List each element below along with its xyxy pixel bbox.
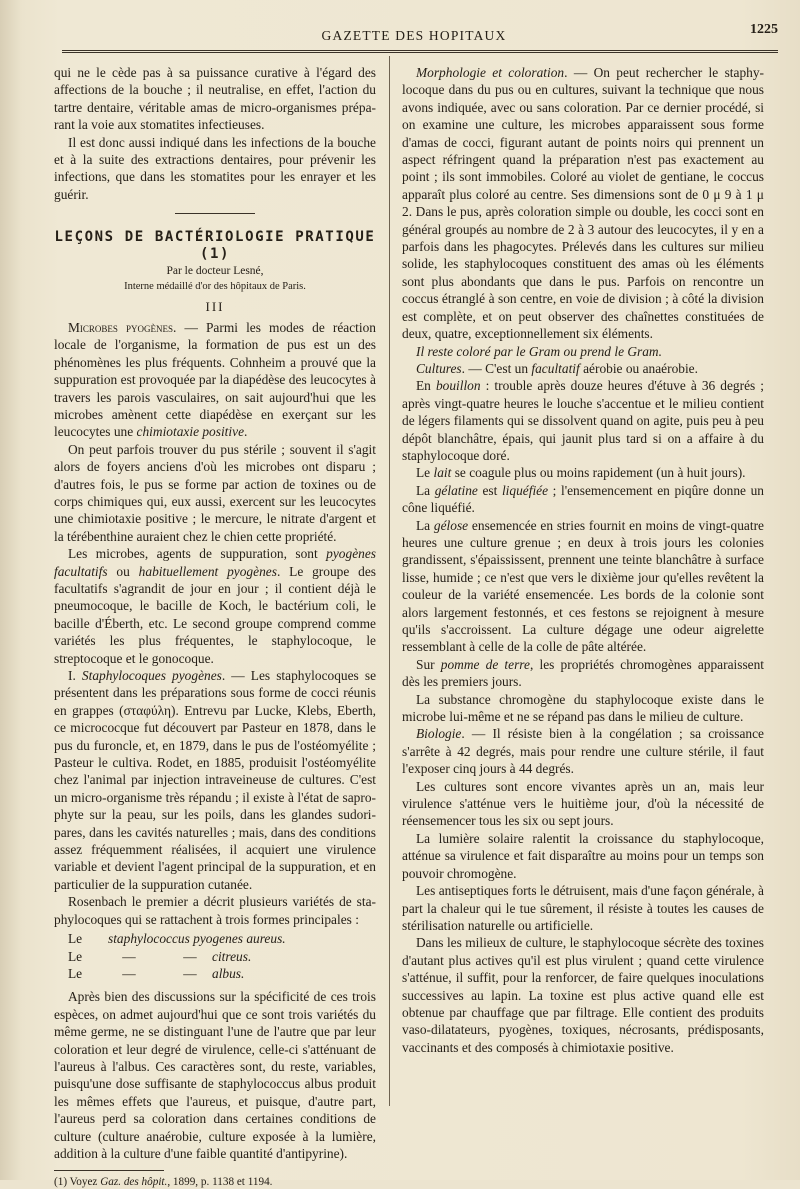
paragraph-gelose: La gélose ensemencée en stries fournit en moins de vingt-quatre heures une culture grenue ; en deux à trois jours les colonies grandissent, s'épaississent, prennent une teinte blanchâtre à surface lisse, humide ; ce n'est que vers le dixième jour qu'elles revêtent la couleur de la variété ensemencée. Les bords de la colonie sont alors largement festonnés, et ces festons se rejoignent à mesure qu'ils s'accroissent. La culture dégage une odeur aigrelette ressemblant à celle de la colle de pâte altérée. <box>402 517 764 655</box>
paragraph-staphylocoques: I. Staphylocoques pyogènes. — Les staphylocoques se présentent dans les préparations sous forme de cocci réunis en grappes (σταφύλη). Entrevu par Lucke, Klebs, Eberth, ce micrococque fut découvert par Pasteur en 1878, dans le pus du furoncle, et, en 1879, dans le pus de l'ostéomyélite ; Pasteur le cultiva. Rodet, en 1885, produisit l'ostéomyélite chez l'animal par injection intraveineuse de cultures. C'est un micro-organisme très répandu ; il existe à l'état de saprophyte sur la peau, sur les poils, dans les glandes sudoripares, dans les cavités naturelles ; mais, dans des conditions assez fréquemment réalisées, il acquiert une virulence variable et devient l'agent principal de la suppuration, et en particulier de la suppuration cutanée. <box>54 668 377 892</box>
footnote-rule <box>54 1170 164 1171</box>
variety-name: citreus. <box>212 948 252 964</box>
run-in-heading: Microbes pyogènes. <box>68 319 177 335</box>
paragraph-gelatine: La gélatine est liquéfiée ; l'ensemencement en piqûre donne un cône liquéfié. <box>402 482 764 516</box>
paragraph-bouillon: En bouillon : trouble après douze heures d'étuve à 36 degrés ; après vingt-quatre heures le louche s'accentue et le milieu contient de légers filaments qui se dissolvent quand on agite, puis peu à peu dépôt blanchâtre, épais, qui jaunit plus tard si on a affaire à du staphylocoque doré. <box>402 378 764 463</box>
paragraph-gram: Il reste coloré par le Gram ou prend le Gram. <box>416 343 662 359</box>
intro-paragraph: Il est donc aussi indiqué dans les infections de la bouche et à la suite des extractions dentaires, pour prévenir les infections, que dans les stomatites pour les enrayer et les guérir. <box>54 134 376 202</box>
paragraph-biologie: Biologie. — Il résiste bien à la congélation ; sa croissance s'arrête à 42 degrés, mais pour rendre une culture stérile, il faut l'exposer cinq jours à 44 degrés. <box>402 726 764 777</box>
section-number: III <box>205 299 225 315</box>
paragraph-pomme-de-terre: Sur pomme de terre, les propriétés chromogènes apparaissent dès les premiers jours. <box>402 656 765 690</box>
paragraph-morphologie: Morphologie et coloration. — On peut rechercher le staphylocoque dans du pus ou en cultures, suivant la technique que nous avons indiquée, avec ou sans coloration. Par ce dernier procédé, si on examine une culture, les microbes apparaissent sous forme d'amas de cocci, figurant autant de points noirs qui prennent un aspect réfringent quand la préparation n'est pas exactement au point ; ils sont immobiles. Coloré au violet de gentiane, le coccus apparaît plus coloré au centre. Ses dimensions sont de 0 μ 9 à 1 μ 2. Dans le pus, après coloration simple ou double, les cocci sont en général groupés au nombre de 2 à 3 autour des leucocytes, il y en a parfois dans les phagocytes. Prélevés dans les cultures sur milieu solide, les staphylocoques constituent des amas où les éléments sont plus abondants que dans le pus. Parfois on rencontre un coccus étranglé à son centre, en voie de division ; à côté la division est complète, et on peut observer des chaînettes constituées de deux, quatre, exceptionnellement six éléments. <box>402 65 765 342</box>
paragraph-discussion: Après bien des discussions sur la spécificité de ces trois espèces, on admet aujourd'hui que ce sont trois variétés du même germe, ne se distinguant l'une de l'autre que par leur coloration et leur degré de virulence, celle-ci s'atténuant de l'aureus à l'albus. Ces caractères sont, du reste, variables, puisqu'une dose suffisante de staphylococcus albus produit les mêmes effets que l'aureus, et puisque, d'autre part, l'aureus perd sa coloration dans certaines conditions de culture (culture anaérobie, culture exposée à la lumière, addition à la culture d'une faible quantité d'antipyrine). <box>54 989 376 1161</box>
page-header <box>50 22 778 48</box>
paragraph-toxines: Dans les milieux de culture, le staphylocoque sécrète des toxines d'autant plus actives qu'il est plus virulent ; quand cette virulence s'atténue, il suffit, pour la renforcer, de faire quelques inoculations successives au lapin. La toxine est plus active quand elle est obtenue par chauffage que par filtrage. Elle contient des produits vaso-dilatateurs, pyogènes, toxiques, nécrosants, prédisposants, vaccinants et des composés à chimiotaxie positive. <box>402 935 764 1055</box>
paragraph-antiseptiques: Les antiseptiques forts le détruisent, mais d'une façon générale, à part la chaleur qui le tue sûrement, il résiste à toutes les causes de stérilisation naturelle ou artificielle. <box>402 883 764 933</box>
varieties-list <box>54 930 376 982</box>
paragraph-rosenbach: Rosenbach le premier a décrit plusieurs variétés de staphylocoques qui se rattachent à trois formes principales : <box>54 894 376 927</box>
variety-name: staphylococcus pyogenes aureus. <box>108 931 286 947</box>
variety-row: Le — — citreus. <box>54 948 376 965</box>
paragraph-cultures: Cultures. — C'est un facultatif aérobie ou anaérobie. <box>416 360 698 376</box>
right-column <box>402 64 764 1056</box>
column-divider <box>389 56 390 1106</box>
paragraph-cultures-vivantes: Les cultures sont encore vivantes après un an, mais leur virulence s'atténue vers le huitième jour, d'où la nécessité de réensemencer tous les six ou sept jours. <box>402 778 764 829</box>
header-rule <box>62 50 778 53</box>
variety-row: Le — — albus. <box>54 965 376 982</box>
intro-paragraph: qui ne le cède pas à sa puissance curative à l'égard des affections de la bouche ; il neutralise, en effet, l'action du tartre dentaire, véritable amas de micro-organismes préparant la voie aux stomatites infectieuses. <box>54 65 376 133</box>
paragraph-agents: Les microbes, agents de suppuration, sont pyogènes facultatifs ou habituellement pyogènes. Le groupe des facultatifs s'agrandit de jour en jour ; il contient déjà le pneumocoque, le bacille de Koch, le bactérium coli, le bacille d'Éberth, etc. Le second groupe comprend comme variétés les plus fréquentes, le staphylocoque, le streptocoque et le gonocoque. <box>54 546 376 666</box>
journal-title: GAZETTE DES HOPITAUX <box>321 28 507 43</box>
section-divider <box>54 205 376 222</box>
page-number: 1225 <box>750 22 778 37</box>
variety-name: albus. <box>212 965 245 981</box>
lecture-title: LEÇONS DE BACTÉRIOLOGIE PRATIQUE (1) <box>54 228 376 263</box>
footnote: (1) Voyez Gaz. des hôpit., 1899, p. 1138 et 1194. <box>54 1176 273 1189</box>
left-column <box>54 64 376 1189</box>
variety-row: Le staphylococcus pyogenes aureus. <box>54 930 376 947</box>
paragraph-lumiere: La lumière solaire ralentit la croissance du staphylocoque, atténue sa virulence et fait disparaître au moins pour un temps son pouvoir chromogène. <box>402 830 764 881</box>
lecture-affiliation: Interne médaillé d'or des hôpitaux de Paris. <box>124 281 306 293</box>
paragraph-chromogene: La substance chromogène du staphylocoque existe dans le microbe lui-même et ne se répand pas dans le milieu de culture. <box>402 691 764 725</box>
paragraph-microbes-pyogenes: Microbes pyogènes. — Parmi les modes de réaction locale de l'organisme, la formation de pus est un des phénomènes les plus fréquents. Cohnheim a prouvé que la suppuration est provoquée par la diapédèse des leucocytes à travers les parois vasculaires, on sait aujourd'hui que les microbes amènent cette diapédèse en exerçant sur les leucocytes une chimiotaxie positive. <box>54 319 376 440</box>
paragraph-lait: Le lait se coagule plus ou moins rapidement (un à huit jours). <box>416 465 746 481</box>
lecture-author: Par le docteur Lesné, <box>166 265 264 278</box>
paragraph-pus-sterile: On peut parfois trouver du pus stérile ; souvent il s'agit alors de foyers anciens d'où les microbes ont disparu ; d'autres fois, le pus se forme par action de toxines ou de corps chimiques qui, eux aussi, exercent sur les leucocytes une chimiotaxie positive ; le mercure, le nitrate d'argent et la térébenthine auraient chez le chien cette propriété. <box>54 441 376 544</box>
